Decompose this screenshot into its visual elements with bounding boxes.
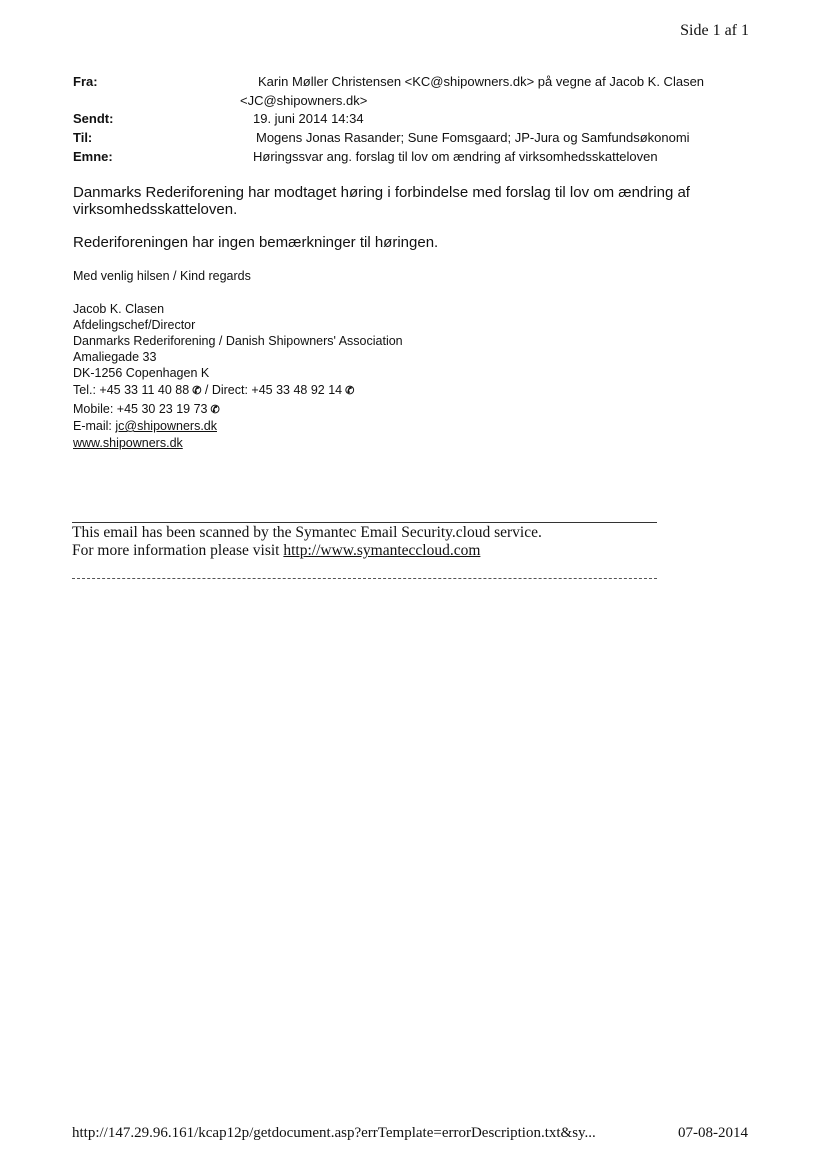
email-label: E-mail: (73, 419, 116, 433)
signature-city: DK-1256 Copenhagen K (73, 366, 210, 380)
from-value: Karin Møller Christensen <KC@shipowners.dk> på vegne af Jacob K. Clasen (258, 74, 705, 89)
subject-label: Emne: (73, 149, 113, 164)
signature-phone-line (73, 383, 354, 397)
footer-url: http://147.29.96.161/kcap12p/getdocument.asp?errTemplate=errorDescription.txt&sy... (72, 1125, 596, 1141)
to-label: Til: (73, 130, 93, 145)
direct-number: / Direct: +45 33 48 92 14 (201, 383, 343, 397)
phone-icon: ✆ (192, 385, 202, 397)
phone-icon: ✆ (345, 385, 355, 397)
symantec-link[interactable]: http://www.symanteccloud.com (283, 542, 481, 559)
email-link[interactable]: jc@shipowners.dk (115, 419, 217, 433)
sent-value: 19. juni 2014 14:34 (253, 111, 364, 126)
signature-title: Afdelingschef/Director (73, 318, 196, 332)
signature-organization: Danmarks Rederiforening / Danish Shipowners' Association (73, 334, 403, 348)
footer-date: 07-08-2014 (678, 1125, 748, 1141)
page-number: Side 1 af 1 (680, 22, 749, 39)
website-link[interactable]: www.shipowners.dk (73, 436, 183, 450)
signature-email-line (73, 419, 217, 433)
disclaimer-prefix: For more information please visit (72, 542, 284, 559)
from-label: Fra: (73, 74, 98, 89)
divider-top (72, 522, 657, 523)
disclaimer-line-2 (72, 542, 480, 560)
divider-bottom (72, 578, 657, 579)
body-paragraph-2: Rederiforeningen har ingen bemærkninger til høringen. (73, 234, 439, 251)
mobile-number: Mobile: +45 30 23 19 73 (73, 402, 208, 416)
phone-icon: ✆ (210, 404, 220, 416)
subject-value: Høringssvar ang. forslag til lov om ændring af virksomhedsskatteloven (253, 149, 658, 164)
signature-name: Jacob K. Clasen (73, 302, 165, 316)
greeting: Med venlig hilsen / Kind regards (73, 269, 251, 283)
tel-number: Tel.: +45 33 11 40 88 (73, 383, 190, 397)
body-paragraph-1-line-1: Danmarks Rederiforening har modtaget høring i forbindelse med forslag til lov om ændring af (73, 184, 690, 201)
signature-mobile-line (73, 402, 220, 416)
disclaimer-line-1: This email has been scanned by the Symantec Email Security.cloud service. (72, 524, 542, 541)
signature-street: Amaliegade 33 (73, 350, 157, 364)
body-paragraph-1-line-2: virksomhedsskatteloven. (73, 201, 238, 218)
sent-label: Sendt: (73, 111, 114, 126)
to-value: Mogens Jonas Rasander; Sune Fomsgaard; JP-Jura og Samfundsøkonomi (256, 130, 690, 145)
from-value-cont: <JC@shipowners.dk> (240, 93, 368, 108)
